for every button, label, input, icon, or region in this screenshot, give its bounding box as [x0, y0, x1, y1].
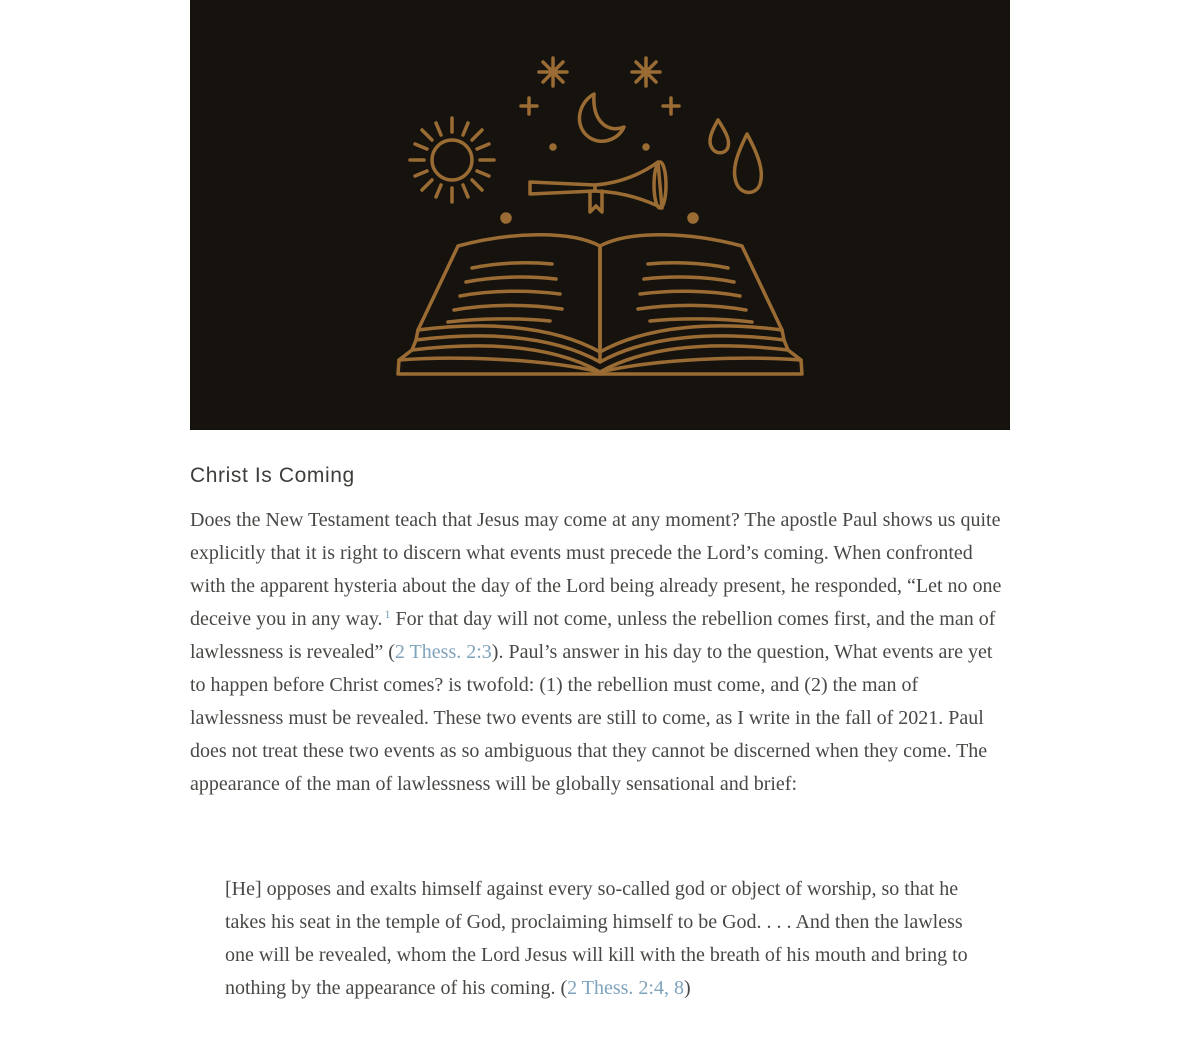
- open-book-icon: [398, 235, 802, 374]
- moon-icon: [579, 94, 624, 141]
- paragraph-text: For that day will not come, unless the rebellion comes first, and the man of lawlessness is revealed” (: [190, 608, 996, 663]
- quote-text: ): [683, 977, 691, 999]
- sun-icon: [410, 118, 494, 202]
- body-paragraph: [190, 504, 1010, 801]
- scripture-reference-link[interactable]: 2 Thess. 2:4, 8: [567, 977, 684, 999]
- sparkle-icon: [663, 98, 679, 114]
- quote-text: [He] opposes and exalts himself against every so-called god or object of worship, so that he takes his seat in the temple of God, proclaiming himself to be God. . . . And then the lawless one will be revealed, whom the Lord Jesus will kill with the breath of his mouth and bring to nothing by the appearance of his coming. (: [225, 878, 968, 999]
- article: [190, 464, 1010, 801]
- trumpet-icon: [530, 162, 666, 212]
- raindrop-icon: [710, 120, 729, 153]
- sparkle-icon: [521, 98, 537, 114]
- star-icon: [539, 58, 567, 86]
- scripture-reference-link[interactable]: 2 Thess. 2:3: [394, 641, 492, 663]
- paragraph-text: ). Paul’s answer in his day to the question, What events are yet to happen before Christ comes? is twofold: (1) the rebellion must come, and (2) the man of lawlessness must be revealed. These two events are still to come, as I write in the fall of 2021. Paul does not treat these two events as so ambiguous that they cannot be discerned when they come. The appearance of the man of lawlessness will be globally sensational and brief:: [190, 641, 993, 795]
- paragraph-text: Does the New Testament teach that Jesus may come at any moment? The apostle Paul shows us quite explicitly that it is right to discern what events must precede the Lord’s coming. When confronted with the apparent hysteria about the day of the Lord being already present, he responded, “Let no one deceive you in any way.: [190, 509, 1002, 630]
- raindrop-icon: [734, 134, 761, 192]
- star-icon: [632, 58, 660, 86]
- footnote-marker[interactable]: 1: [384, 607, 391, 621]
- hero-image: [190, 0, 1010, 430]
- block-quote: [225, 873, 970, 1005]
- section-heading: Christ Is Coming: [190, 464, 355, 487]
